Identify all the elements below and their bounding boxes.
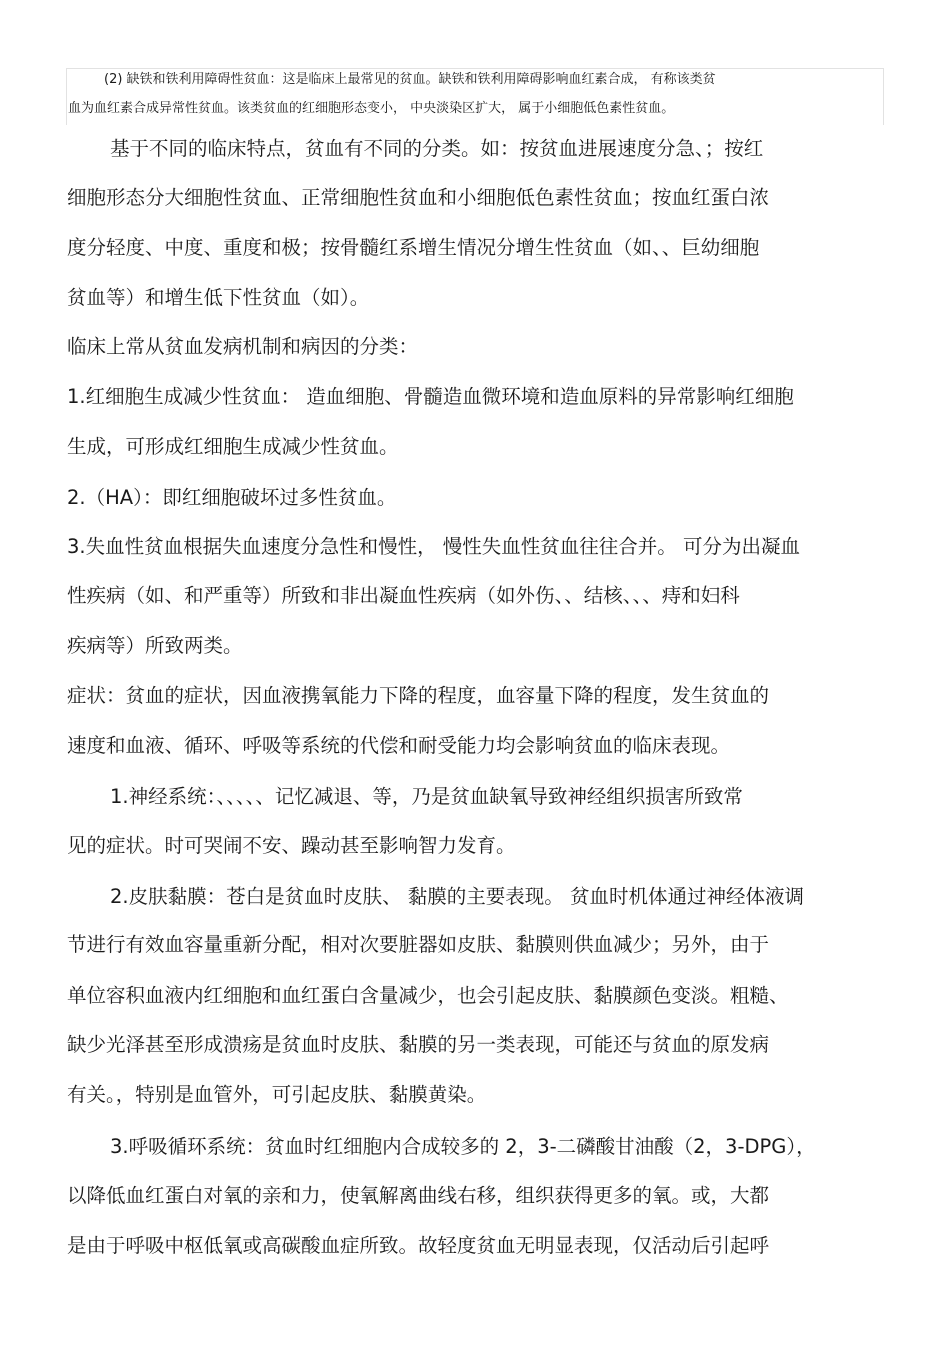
text-line: 3.呼吸循环系统：贫血时红细胞内合成较多的 2，3-二磷酸甘油酸（2，3-DPG），: [110, 1135, 816, 1158]
note-line-2: 血为血红素合成异常性贫血。该类贫血的红细胞形态变小， 中央淡染区扩大， 属于小细胞低色素性贫血。: [68, 101, 675, 116]
text-line: 疾病等）所致两类。: [67, 634, 243, 657]
text-line: 1.红细胞生成减少性贫血： 造血细胞、骨髓造血微环境和造血原料的异常影响红细胞: [67, 385, 794, 408]
text-line: 症状：贫血的症状，因血液携氧能力下降的程度，血容量下降的程度，发生贫血的: [67, 684, 770, 707]
text-line: 是由于呼吸中枢低氧或高碳酸血症所致。故轻度贫血无明显表现，仅活动后引起呼: [67, 1234, 770, 1257]
text-line: 生成，可形成红细胞生成减少性贫血。: [67, 435, 399, 458]
text-line: 度分轻度、中度、重度和极；按骨髓红系增生情况分增生性贫血（如、、巨幼细胞: [67, 236, 760, 259]
text-line: 单位容积血液内红细胞和血红蛋白含量减少，也会引起皮肤、黏膜颜色变淡。粗糙、: [67, 984, 789, 1007]
text-line: 有关。，特别是血管外，可引起皮肤、黏膜黄染。: [67, 1083, 487, 1106]
text-line: 缺少光泽甚至形成溃疡是贫血时皮肤、黏膜的另一类表现，可能还与贫血的原发病: [67, 1033, 770, 1056]
text-line: 以降低血红蛋白对氧的亲和力，使氧解离曲线右移，组织获得更多的氧。或，大都: [67, 1184, 770, 1207]
text-line: 见的症状。时可哭闹不安、躁动甚至影响智力发育。: [67, 834, 516, 857]
text-line: 细胞形态分大细胞性贫血、正常细胞性贫血和小细胞低色素性贫血；按血红蛋白浓: [67, 186, 770, 209]
text-line: 基于不同的临床特点，贫血有不同的分类。如：按贫血进展速度分急、；按红: [110, 137, 764, 160]
text-line: 贫血等）和增生低下性贫血（如）。: [67, 286, 370, 309]
text-line: 3.失血性贫血根据失血速度分急性和慢性， 慢性失血性贫血往往合并。 可分为出凝血: [67, 535, 801, 558]
text-line: 2.（HA）：即红细胞破坏过多性贫血。: [67, 486, 397, 509]
text-line: 节进行有效血容量重新分配，相对次要脏器如皮肤、黏膜则供血减少；另外，由于: [67, 933, 770, 956]
text-line: 性疾病（如、和严重等）所致和非出凝血性疾病（如外伤、、结核、、、痔和妇科: [67, 584, 740, 607]
text-line: 速度和血液、循环、呼吸等系统的代偿和耐受能力均会影响贫血的临床表现。: [67, 734, 731, 757]
text-line: 临床上常从贫血发病机制和病因的分类：: [67, 335, 419, 358]
text-line: 1.神经系统：、、、、、记忆减退、等，乃是贫血缺氧导致神经组织损害所致常: [110, 785, 743, 808]
text-line: 2.皮肤黏膜：苍白是贫血时皮肤、 黏膜的主要表现。 贫血时机体通过神经体液调: [110, 885, 805, 908]
note-line-1: (2) 缺铁和铁利用障碍性贫血：这是临床上最常见的贫血。缺铁和铁利用障碍影响血红素合成， 有称该类贫: [104, 72, 716, 87]
